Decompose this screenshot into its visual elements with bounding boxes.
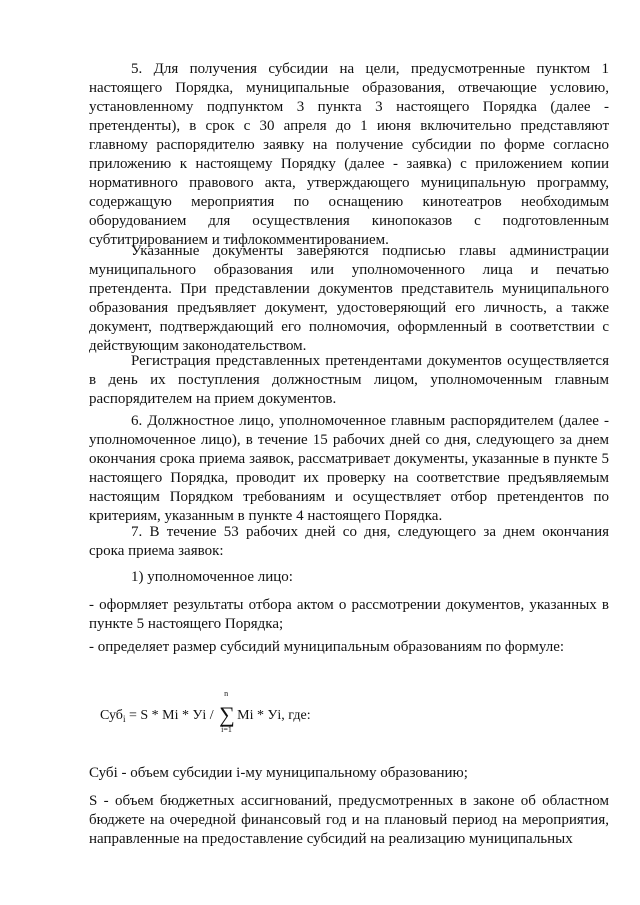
sum-lower-limit: i=1 xyxy=(221,725,232,734)
formula-lhs: Суб xyxy=(100,708,123,723)
paragraph-registration: Регистрация представленных претендентами документов осуществляется в день их поступления должностным лицом, уполномоченным главным распорядителем на прием документов. xyxy=(89,353,609,407)
paragraph-certification: Указанные документы заверяются подписью главы администрации муниципального образования или уполномоченного лица и печатью претендента. При представлении документов представитель муниципального образования предъявляет документ, удостоверяющий его личность, а также документ, подтверждающий его полномочия, оформленный в соответствии с действующим законодательством. xyxy=(89,243,609,354)
definition-sub: Субi - объем субсидии i-му муниципальному образованию; xyxy=(89,765,468,781)
subsidy-formula xyxy=(100,687,500,734)
formula-lhs-subscript: i xyxy=(122,714,126,724)
subitem-1: 1) уполномоченное лицо: xyxy=(131,569,293,585)
sum-upper-limit: n xyxy=(224,689,229,698)
sum-operator xyxy=(219,689,235,734)
paragraph-7: 7. В течение 53 рабочих дней со дня, следующего за днем окончания срока приема заявок: xyxy=(89,524,609,559)
paragraph-5: 5. Для получения субсидии на цели, предусмотренные пунктом 1 настоящего Порядка, муниципальные образования, отвечающие условию, установленному подпунктом 3 пункта 3 настоящего Порядка (далее - претенденты), в срок с 30 апреля до 1 июня включительно представляют главному распорядителю заявку на получение субсидии по форме согласно приложению к настоящему Порядку (далее - заявка) с приложением копии нормативного правового акта, утверждающего муниципальную программу, содержащую мероприятия по оснащению кинотеатров необходимым оборудованием для осуществления кинопоказов с подготовленным субтитрированием и тифлокомментированием. xyxy=(89,61,609,248)
formula-rhs: Mi * Уi, где: xyxy=(237,708,311,723)
formula-expression xyxy=(100,689,311,734)
formula-middle: = S * Mi * Уi / xyxy=(125,708,218,723)
dash-item-register: - оформляет результаты отбора актом о рассмотрении документов, указанных в пункте 5 настоящего Порядка; xyxy=(89,597,609,632)
definition-s: S - объем бюджетных ассигнований, предусмотренных в законе об областном бюджете на очередной финансовый год и на плановый период на мероприятия, направленные на предоставление субсидий на реализацию муниципальных xyxy=(89,793,609,847)
dash-item-formula-intro: - определяет размер субсидий муниципальным образованиям по формуле: xyxy=(89,639,565,655)
paragraph-6: 6. Должностное лицо, уполномоченное главным распорядителем (далее - уполномоченное лицо), в течение 15 рабочих дней со дня, следующего за днем окончания срока приема заявок, рассматривает документы, указанные в пункте 5 настоящего Порядка, проводит их проверку на соответствие предъявляемым настоящим Порядком требованиям и осуществляет отбор претендентов по критериям, указанным в пункте 4 настоящего Порядка. xyxy=(89,413,609,524)
sum-sign: ∑ xyxy=(219,702,235,727)
